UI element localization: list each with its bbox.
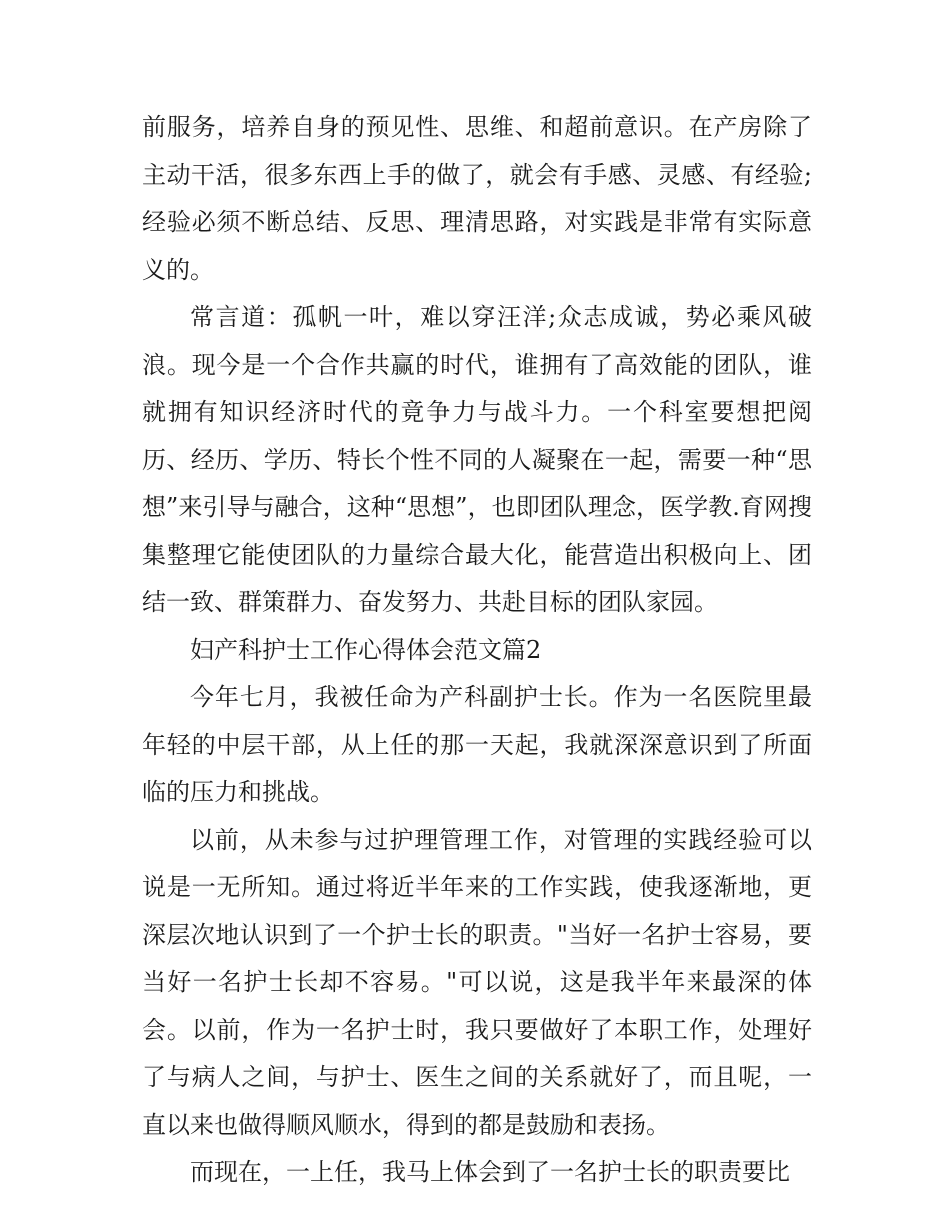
paragraph: 而现在，一上任，我马上体会到了一名护士长的职责要比	[190, 1158, 790, 1186]
paragraph: 今年七月，我被任命为产科副护士长。作为一名医院里最年轻的中层干部，从上任的那一天起，我就深深意识到了所面临的压力和挑战。	[142, 683, 812, 806]
section-heading: 妇产科护士工作心得体会范文篇2	[190, 635, 542, 664]
document-page	[142, 104, 812, 1197]
paragraph: 常言道：孤帆一叶，难以穿汪洋;众志成诚，势必乘风破浪。现今是一个合作共赢的时代，谁拥有了高效能的团队，谁就拥有知识经济时代的竟争力与战斗力。一个科室要想把阅历、经历、学历、特长个性不同的人凝聚在一起，需要一种“思想”来引导与融合，这种“思想”，也即团队理念，医学教.育网搜集整理它能使团队的力量综合最大化，能营造出积极向上、团结一致、群策群力、奋发努力、共赴目标的团队家园。	[142, 303, 812, 616]
paragraph: 前服务，培养自身的预见性、思维、和超前意识。在产房除了主动干活，很多东西上手的做了，就会有手感、灵感、有经验;经验必须不断总结、反思、理清思路，对实践是非常有实际意义的。	[142, 113, 812, 284]
paragraph: 以前，从未参与过护理管理工作，对管理的实践经验可以说是一无所知。通过将近半年来的工作实践，使我逐渐地，更深层次地认识到了一个护士长的职责。"当好一名护士容易，要当好一名护士长却不容易。"可以说，这是我半年来最深的体会。以前，作为一名护士时，我只要做好了本职工作，处理好了与病人之间，与护士、医生之间的关系就好了，而且呢，一直以来也做得顺风顺水，得到的都是鼓励和表扬。	[142, 825, 812, 1139]
